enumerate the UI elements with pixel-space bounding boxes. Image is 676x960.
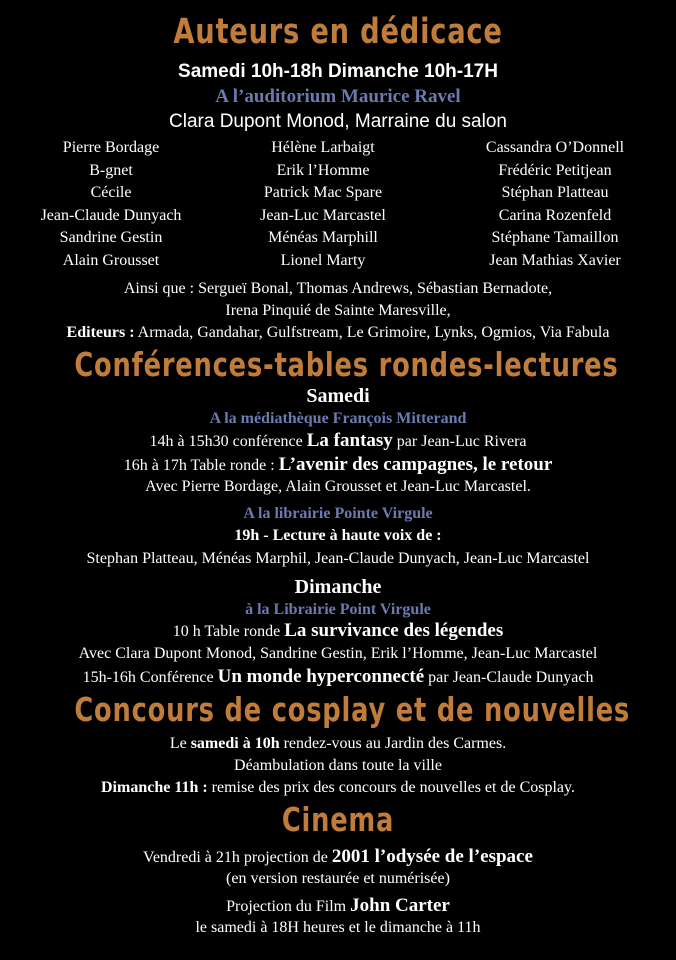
venue-librairie: A la librairie Pointe Virgule: [243, 505, 433, 522]
talk-hyperconnecte-title: Un monde hyperconnecté: [217, 666, 425, 687]
author-name: Carina Rozenfeld: [498, 206, 612, 224]
author-name: Erik l’Homme: [276, 161, 370, 179]
authors-heading: Auteurs en dédicace: [173, 12, 503, 52]
talk-fantasy: 14h à 15h30 conférence La fantasy par Jean-Luc Rivera: [149, 430, 527, 451]
author-name: Cassandra O’Donnell: [485, 139, 625, 156]
cinema-film-john-carter: John Carter: [350, 895, 450, 916]
contest-line-1: Le samedi à 10h rendez-vous au Jardin des Carmes.: [169, 735, 507, 752]
author-name: Jean-Luc Marcastel: [260, 206, 386, 224]
sunday-label: Dimanche: [294, 576, 382, 598]
cinema-line-1: Vendredi à 21h projection de 2001 l’odysée de l’espace: [143, 846, 533, 867]
publishers-line: [0, 324, 676, 342]
cinema-line-4: le samedi à 18H heures et le dimanche à 11h: [195, 919, 481, 936]
reading-names: Stephan Platteau, Ménéas Marphil, Jean-Claude Dunyach, Jean-Luc Marcastel: [86, 550, 590, 567]
publishers-list: Armada, Gandahar, Gulfstream, Le Grimoire, Lynks, Ogmios, Via Fabula: [134, 324, 610, 341]
author-name: Lionel Marty: [280, 251, 366, 269]
talk-legendes: 10 h Table ronde La survivance des légendes: [172, 620, 504, 641]
saturday-label: Samedi: [306, 385, 370, 407]
cinema-line-2: (en version restaurée et numérisée): [226, 870, 450, 887]
talk-legendes-title: La survivance des légendes: [284, 620, 504, 641]
author-name: Frédéric Petitjean: [498, 161, 612, 179]
authors-schedule: Samedi 10h-18h Dimanche 10h-17H: [178, 61, 498, 82]
author-name: Patrick Mac Spare: [263, 184, 383, 202]
talk-legendes-panel: Avec Clara Dupont Monod, Sandrine Gestin, Erik l’Homme, Jean-Luc Marcastel: [78, 645, 598, 662]
conferences-heading: Conférences-tables rondes-lectures: [74, 345, 619, 384]
authors-patron: Clara Dupont Monod, Marraine du salon: [169, 111, 507, 132]
author-name: Pierre Bordage: [62, 139, 160, 156]
cinema-line-3: Projection du Film John Carter: [226, 895, 450, 916]
author-name: B-gnet: [89, 161, 133, 179]
cinema-film-2001: 2001 l’odysée de l’espace: [331, 846, 533, 867]
talk-fantasy-title: La fantasy: [306, 430, 393, 451]
authors-column-3: [440, 137, 670, 273]
venue-mediatheque: A la médiathèque François Mitterand: [209, 410, 467, 427]
author-name: Jean-Claude Dunyach: [40, 206, 182, 224]
authors-also-line-2: Irena Pinquié de Sainte Maresville,: [225, 302, 451, 319]
contest-line-3: Dimanche 11h : remise des prix des concours de nouvelles et de Cosplay.: [101, 779, 575, 796]
talk-campagnes-panel: Avec Pierre Bordage, Alain Grousset et Jean-Luc Marcastel.: [145, 478, 531, 495]
cinema-heading: Cinema: [281, 800, 395, 839]
reading-title: 19h - Lecture à haute voix de :: [234, 527, 442, 544]
author-name: Stéphane Tamaillon: [491, 229, 619, 247]
author-name: Ménéas Marphill: [268, 229, 378, 247]
authors-also-line-1: Ainsi que : Sergueï Bonal, Thomas Andrews, Sébastian Bernadote,: [123, 280, 553, 297]
author-name: Jean Mathias Xavier: [489, 251, 621, 269]
talk-campagnes-title: L’avenir des campagnes, le retour: [278, 454, 553, 475]
contest-line-2: Déambulation dans toute la ville: [234, 757, 442, 774]
author-name: Sandrine Gestin: [59, 229, 163, 247]
author-name: Hélène Larbaigt: [271, 139, 375, 156]
author-name: Alain Grousset: [62, 251, 160, 269]
publishers-label: Editeurs :: [66, 324, 135, 341]
talk-campagnes: 16h à 17h Table ronde : L’avenir des campagnes, le retour: [123, 454, 553, 475]
venue-point-virgule: à la Librairie Point Virgule: [245, 601, 431, 618]
author-name: Stéphan Platteau: [501, 184, 609, 202]
author-name: Cécile: [90, 184, 132, 202]
authors-venue: A l’auditorium Maurice Ravel: [215, 86, 461, 107]
contest-heading: Concours de cosplay et de nouvelles: [74, 690, 631, 729]
talk-hyperconnecte: 15h-16h Conférence Un monde hyperconnecté par Jean-Claude Dunyach: [82, 666, 594, 687]
authors-column-1: [0, 137, 222, 273]
authors-column-2: [218, 137, 428, 273]
